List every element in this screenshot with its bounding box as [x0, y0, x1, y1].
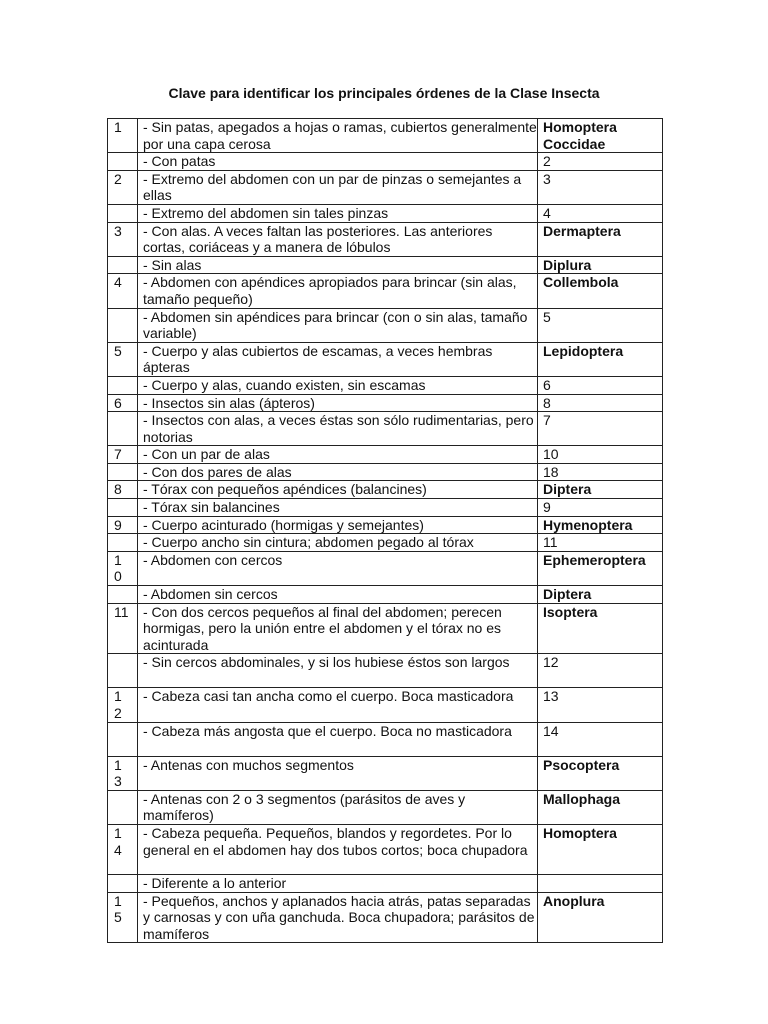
key-result: 18 — [538, 463, 663, 481]
key-result: Collembola — [538, 274, 663, 308]
key-description: - Cabeza más angosta que el cuerpo. Boca no masticadora — [138, 722, 538, 756]
key-description: - Cuerpo acinturado (hormigas y semejantes) — [138, 516, 538, 534]
key-result: 11 — [538, 534, 663, 552]
key-step-number — [108, 204, 138, 222]
key-description: - Abdomen sin apéndices para brincar (con o sin alas, tamaño variable) — [138, 308, 538, 342]
key-description: - Con alas. A veces faltan las posteriores. Las anteriores cortas, coriáceas y a manera de lóbulos — [138, 222, 538, 256]
key-description: - Abdomen sin cercos — [138, 586, 538, 604]
key-description: - Insectos sin alas (ápteros) — [138, 394, 538, 412]
key-result: 6 — [538, 376, 663, 394]
key-step-number — [108, 586, 138, 604]
key-description: - Extremo del abdomen con un par de pinzas o semejantes a ellas — [138, 170, 538, 204]
key-step-number: 15 — [108, 892, 138, 943]
key-result: 10 — [538, 446, 663, 464]
key-row — [108, 534, 663, 552]
key-step-number: 8 — [108, 481, 138, 499]
key-description: - Insectos con alas, a veces éstas son sólo rudimentarias, pero notorias — [138, 412, 538, 446]
key-row — [108, 481, 663, 499]
key-description: - Con dos cercos pequeños al final del abdomen; perecen hormigas, pero la unión entre el abdomen y el tórax no es acinturada — [138, 603, 538, 654]
key-description: - Cuerpo ancho sin cintura; abdomen pegado al tórax — [138, 534, 538, 552]
key-row — [108, 153, 663, 171]
key-row — [108, 394, 663, 412]
key-description: - Antenas con 2 o 3 segmentos (parásitos de aves y mamíferos) — [138, 790, 538, 824]
key-step-number: 7 — [108, 446, 138, 464]
key-result: Anoplura — [538, 892, 663, 943]
key-description: - Sin cercos abdominales, y si los hubiese éstos son largos — [138, 654, 538, 688]
key-step-number: 6 — [108, 394, 138, 412]
key-result: 7 — [538, 412, 663, 446]
key-result: 9 — [538, 499, 663, 517]
key-step-number: 5 — [108, 342, 138, 376]
key-description: - Cabeza pequeña. Pequeños, blandos y regordetes. Por lo general en el abdomen hay dos tubos cortos; boca chupadora — [138, 824, 538, 874]
key-step-number — [108, 499, 138, 517]
key-result: Lepidoptera — [538, 342, 663, 376]
key-step-number: 13 — [108, 756, 138, 790]
key-row — [108, 603, 663, 654]
key-row — [108, 342, 663, 376]
key-step-number — [108, 790, 138, 824]
key-row — [108, 499, 663, 517]
key-row — [108, 586, 663, 604]
key-description: - Cuerpo y alas, cuando existen, sin escamas — [138, 376, 538, 394]
key-row — [108, 654, 663, 688]
key-step-number — [108, 463, 138, 481]
identification-key-table — [107, 118, 663, 943]
key-step-number: 1 — [108, 119, 138, 153]
key-result: 14 — [538, 722, 663, 756]
key-step-number — [108, 256, 138, 274]
key-result: Ephemeroptera — [538, 551, 663, 585]
key-result: 3 — [538, 170, 663, 204]
key-step-number: 9 — [108, 516, 138, 534]
key-row — [108, 446, 663, 464]
key-step-number — [108, 376, 138, 394]
key-result: 4 — [538, 204, 663, 222]
key-description: - Abdomen con cercos — [138, 551, 538, 585]
key-result: Diptera — [538, 586, 663, 604]
key-step-number: 11 — [108, 603, 138, 654]
key-description: - Tórax sin balancines — [138, 499, 538, 517]
key-description: - Antenas con muchos segmentos — [138, 756, 538, 790]
key-description: - Con dos pares de alas — [138, 463, 538, 481]
key-step-number — [108, 874, 138, 892]
key-result — [538, 874, 663, 892]
key-description: - Cabeza casi tan ancha como el cuerpo. Boca masticadora — [138, 688, 538, 722]
key-row — [108, 274, 663, 308]
key-row — [108, 874, 663, 892]
key-table-body — [108, 119, 663, 943]
key-step-number — [108, 308, 138, 342]
key-step-number — [108, 153, 138, 171]
key-row — [108, 376, 663, 394]
key-step-number: 10 — [108, 551, 138, 585]
key-result: Hymenoptera — [538, 516, 663, 534]
key-row — [108, 551, 663, 585]
key-row — [108, 222, 663, 256]
key-description: - Con patas — [138, 153, 538, 171]
key-result: 13 — [538, 688, 663, 722]
key-row — [108, 463, 663, 481]
key-row — [108, 412, 663, 446]
key-description: - Diferente a lo anterior — [138, 874, 538, 892]
key-row — [108, 824, 663, 874]
key-step-number: 4 — [108, 274, 138, 308]
key-result: Psocoptera — [538, 756, 663, 790]
key-row — [108, 119, 663, 153]
key-result: Isoptera — [538, 603, 663, 654]
key-row — [108, 204, 663, 222]
key-description: - Con un par de alas — [138, 446, 538, 464]
key-step-number: 2 — [108, 170, 138, 204]
key-description: - Pequeños, anchos y aplanados hacia atrás, patas separadas y carnosas y con uña ganchuda. Boca chupadora; parásitos de mamíferos — [138, 892, 538, 943]
key-step-number — [108, 654, 138, 688]
key-step-number — [108, 722, 138, 756]
key-description: - Cuerpo y alas cubiertos de escamas, a veces hembras ápteras — [138, 342, 538, 376]
key-step-number: 3 — [108, 222, 138, 256]
key-row — [108, 516, 663, 534]
key-result: Dermaptera — [538, 222, 663, 256]
key-description: - Sin alas — [138, 256, 538, 274]
key-step-number: 14 — [108, 824, 138, 874]
key-row — [108, 892, 663, 943]
key-row — [108, 170, 663, 204]
key-result: Mallophaga — [538, 790, 663, 824]
key-result: 8 — [538, 394, 663, 412]
key-row — [108, 756, 663, 790]
key-description: - Abdomen con apéndices apropiados para brincar (sin alas, tamaño pequeño) — [138, 274, 538, 308]
key-result: 5 — [538, 308, 663, 342]
key-description: - Sin patas, apegados a hojas o ramas, cubiertos generalmente por una capa cerosa — [138, 119, 538, 153]
key-result: Homoptera Coccidae — [538, 119, 663, 153]
key-row — [108, 256, 663, 274]
key-result: Diplura — [538, 256, 663, 274]
key-step-number — [108, 534, 138, 552]
key-result: 12 — [538, 654, 663, 688]
key-description: - Extremo del abdomen sin tales pinzas — [138, 204, 538, 222]
key-step-number — [108, 412, 138, 446]
key-row — [108, 790, 663, 824]
document-title: Clave para identificar los principales órdenes de la Clase Insecta — [168, 85, 600, 101]
key-result: Homoptera — [538, 824, 663, 874]
key-step-number: 12 — [108, 688, 138, 722]
key-row — [108, 688, 663, 722]
key-row — [108, 722, 663, 756]
key-row — [108, 308, 663, 342]
key-result: Diptera — [538, 481, 663, 499]
key-result: 2 — [538, 153, 663, 171]
key-description: - Tórax con pequeños apéndices (balancines) — [138, 481, 538, 499]
